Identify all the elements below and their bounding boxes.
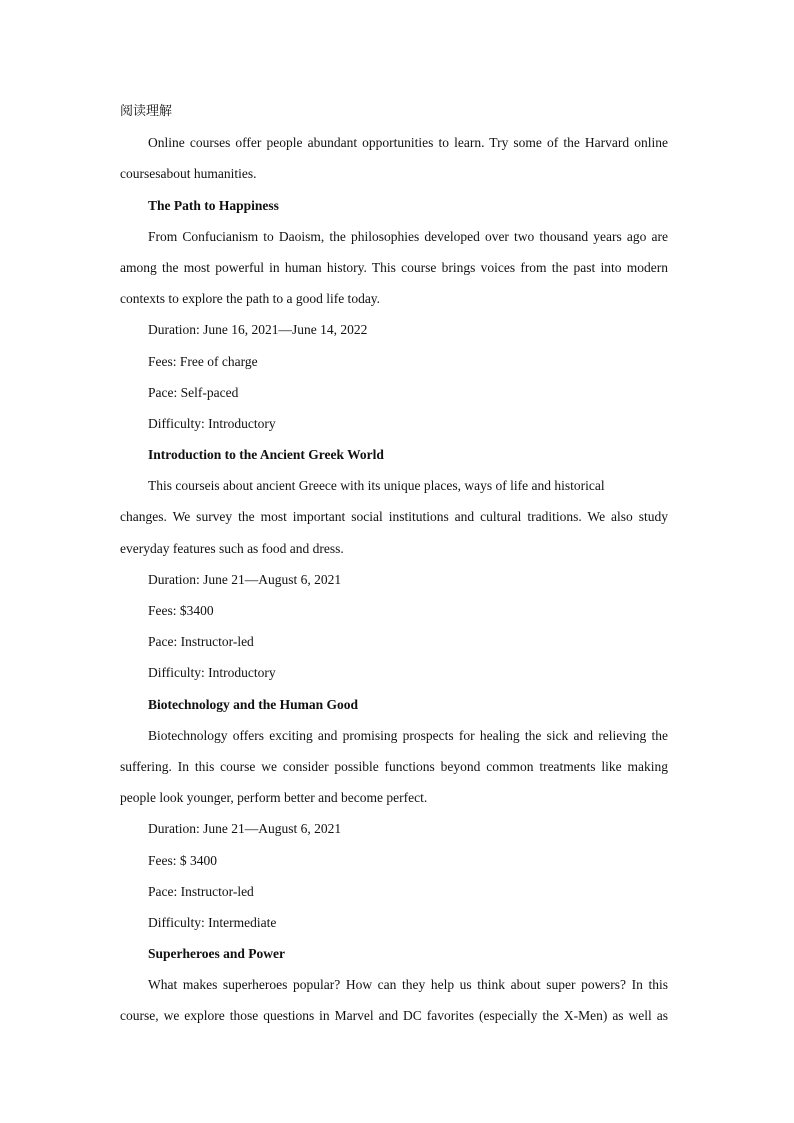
course-description-line: among the most powerful in human history. This course brings voices from the past into modern — [120, 259, 668, 275]
course-description-line: From Confucianism to Daoism, the philosophies developed over two thousand years ago are — [148, 228, 668, 244]
course-pace: Pace: Self-paced — [148, 384, 239, 400]
course-pace: Pace: Instructor-led — [148, 883, 254, 899]
intro-line: Online courses offer people abundant opportunities to learn. Try some of the Harvard online — [148, 135, 668, 151]
course-title: Biotechnology and the Human Good — [148, 696, 359, 712]
section-title: 阅读理解 — [120, 104, 173, 119]
intro-line: coursesabout humanities. — [120, 166, 257, 182]
course-path-to-happiness — [120, 190, 668, 440]
course-superheroes-and-power — [120, 938, 668, 1032]
course-description-line: suffering. In this course we consider possible functions beyond common treatments like making — [120, 758, 668, 774]
course-fees: Fees: Free of charge — [148, 353, 258, 369]
course-title: The Path to Happiness — [148, 197, 279, 213]
course-duration: Duration: June 21—August 6, 2021 — [148, 821, 342, 837]
course-difficulty: Difficulty: Introductory — [148, 415, 276, 431]
course-description-line: contexts to explore the path to a good life today. — [120, 291, 381, 307]
intro-paragraph — [120, 127, 668, 189]
course-duration: Duration: June 16, 2021—June 14, 2022 — [148, 322, 368, 338]
course-difficulty: Difficulty: Intermediate — [148, 914, 277, 930]
course-description-line: everyday features such as food and dress. — [120, 540, 344, 556]
course-description-line: people look younger, perform better and become perfect. — [120, 790, 428, 806]
course-description-line: changes. We survey the most important social institutions and cultural traditions. We also study — [120, 509, 668, 525]
course-duration: Duration: June 21—August 6, 2021 — [148, 571, 342, 587]
course-fees: Fees: $ 3400 — [148, 852, 217, 868]
course-description-line: course, we explore those questions in Marvel and DC favorites (especially the X-Men) as well as — [120, 1008, 668, 1024]
document-page — [120, 96, 668, 1032]
course-description-line: What makes superheroes popular? How can they help us think about super powers? In this — [148, 977, 668, 993]
course-biotechnology — [120, 689, 668, 939]
course-title: Introduction to the Ancient Greek World — [148, 447, 384, 463]
course-fees: Fees: $3400 — [148, 603, 214, 618]
course-ancient-greek-world — [120, 439, 668, 689]
course-description-line: This courseis about ancient Greece with its unique places, ways of life and historical — [148, 478, 605, 494]
course-difficulty: Difficulty: Introductory — [148, 665, 276, 681]
course-description-line: Biotechnology offers exciting and promising prospects for healing the sick and relieving the — [148, 727, 668, 743]
course-title: Superheroes and Power — [148, 946, 285, 962]
course-pace: Pace: Instructor-led — [148, 634, 254, 650]
